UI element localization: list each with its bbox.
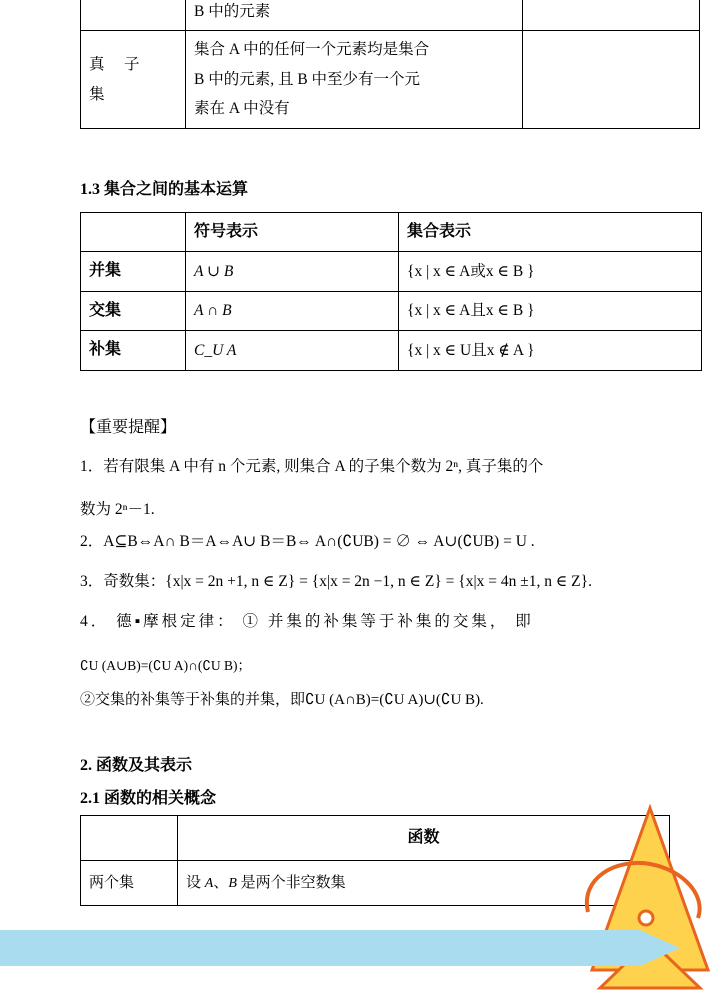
note-item-1-line2: 数为 2ⁿ－1.: [80, 500, 155, 518]
subset-row-desc: B 中的元素: [186, 0, 523, 31]
table-header-row: [81, 213, 702, 252]
func-row-desc: 设 A、B 是两个非空数集: [178, 861, 670, 906]
section-heading-1-3: 1.3 集合之间的基本运算: [80, 181, 249, 198]
proper-subset-desc-line2: B 中的元素, 且 B 中至少有一个元: [194, 70, 421, 88]
important-notes-title: 【重要提醒】: [80, 419, 177, 436]
table-row: [81, 0, 700, 31]
decorative-footer-band: [0, 924, 710, 968]
note-item-4-formula: ∁U (A∪B)=(∁U A)∩(∁U B)；: [80, 658, 252, 673]
proper-subset-label-line1: 真 子: [89, 56, 142, 74]
proper-subset-desc: [186, 31, 523, 128]
table-row: [81, 291, 702, 330]
function-definition-table: [80, 815, 670, 906]
math-var-b: B: [228, 875, 237, 891]
proper-subset-label-line2: 集: [89, 85, 107, 103]
proper-subset-extra: [523, 31, 700, 128]
set-operations-table: [80, 212, 702, 371]
table-row: [81, 31, 700, 128]
note-item-4b: ②交集的补集等于补集的并集，即∁U (A∩B)=(∁U A)∪(∁U B).: [80, 692, 484, 708]
table-header-row: [81, 816, 670, 861]
func-row-label: 两个集: [81, 861, 178, 906]
func-header-title: 函数: [178, 816, 670, 861]
proper-subset-label: [81, 31, 186, 128]
proper-subset-desc-line3: 素在 A 中没有: [194, 100, 290, 118]
ops-set-union: {x | x ∈ A或x ∈ B }: [399, 252, 702, 291]
proper-subset-desc-line1: 集合 A 中的任何一个元素均是集合: [194, 41, 430, 59]
ops-name-union: 并集: [81, 252, 186, 291]
note-item-3: 3．奇数集：{x|x = 2n +1, n ∈ Z} = {x|x = 2n −1, n ∈ Z} = {x|x = 4n ±1, n ∈ Z}.: [80, 573, 592, 590]
ops-symbol-union: A ∪ B: [186, 252, 399, 291]
ops-header-symbol: 符号表示: [186, 213, 399, 252]
table-row: [81, 861, 670, 906]
note-item-1-line1: 1．若有限集 A 中有 n 个元素, 则集合 A 的子集个数为 2ⁿ, 真子集的个: [80, 458, 544, 475]
func-header-blank: [81, 816, 178, 861]
note-item-1: [80, 455, 640, 523]
ops-symbol-complement: C_U A: [186, 331, 399, 370]
footer-band-shape: [0, 924, 710, 968]
ops-set-intersection: {x | x ∈ A且x ∈ B }: [399, 291, 702, 330]
note-item-4: 4． 德▪摩根定律： ① 并集的补集等于补集的交集， 即: [80, 613, 534, 630]
ops-header-blank: [81, 213, 186, 252]
subset-row-label: [81, 0, 186, 31]
subset-row-extra: [523, 0, 700, 31]
table-row: [81, 252, 702, 291]
section-heading-2: 2. 函数及其表示: [80, 757, 193, 774]
table-row: [81, 331, 702, 370]
ops-symbol-intersection: A ∩ B: [186, 291, 399, 330]
math-var-a: A: [204, 875, 214, 891]
ops-name-intersection: 交集: [81, 291, 186, 330]
ops-header-set: 集合表示: [399, 213, 702, 252]
section-heading-2-1: 2.1 函数的相关概念: [80, 790, 217, 807]
ops-set-complement: {x | x ∈ U且x ∉ A }: [399, 331, 702, 370]
note-item-2: 2．A⊆B⇔A∩ B＝A⇔A∪ B＝B⇔ A∩(∁UB) = ∅ ⇔ A∪(∁UB) = U .: [80, 533, 535, 550]
ops-name-complement: 补集: [81, 331, 186, 370]
subset-definition-table: [80, 0, 700, 129]
